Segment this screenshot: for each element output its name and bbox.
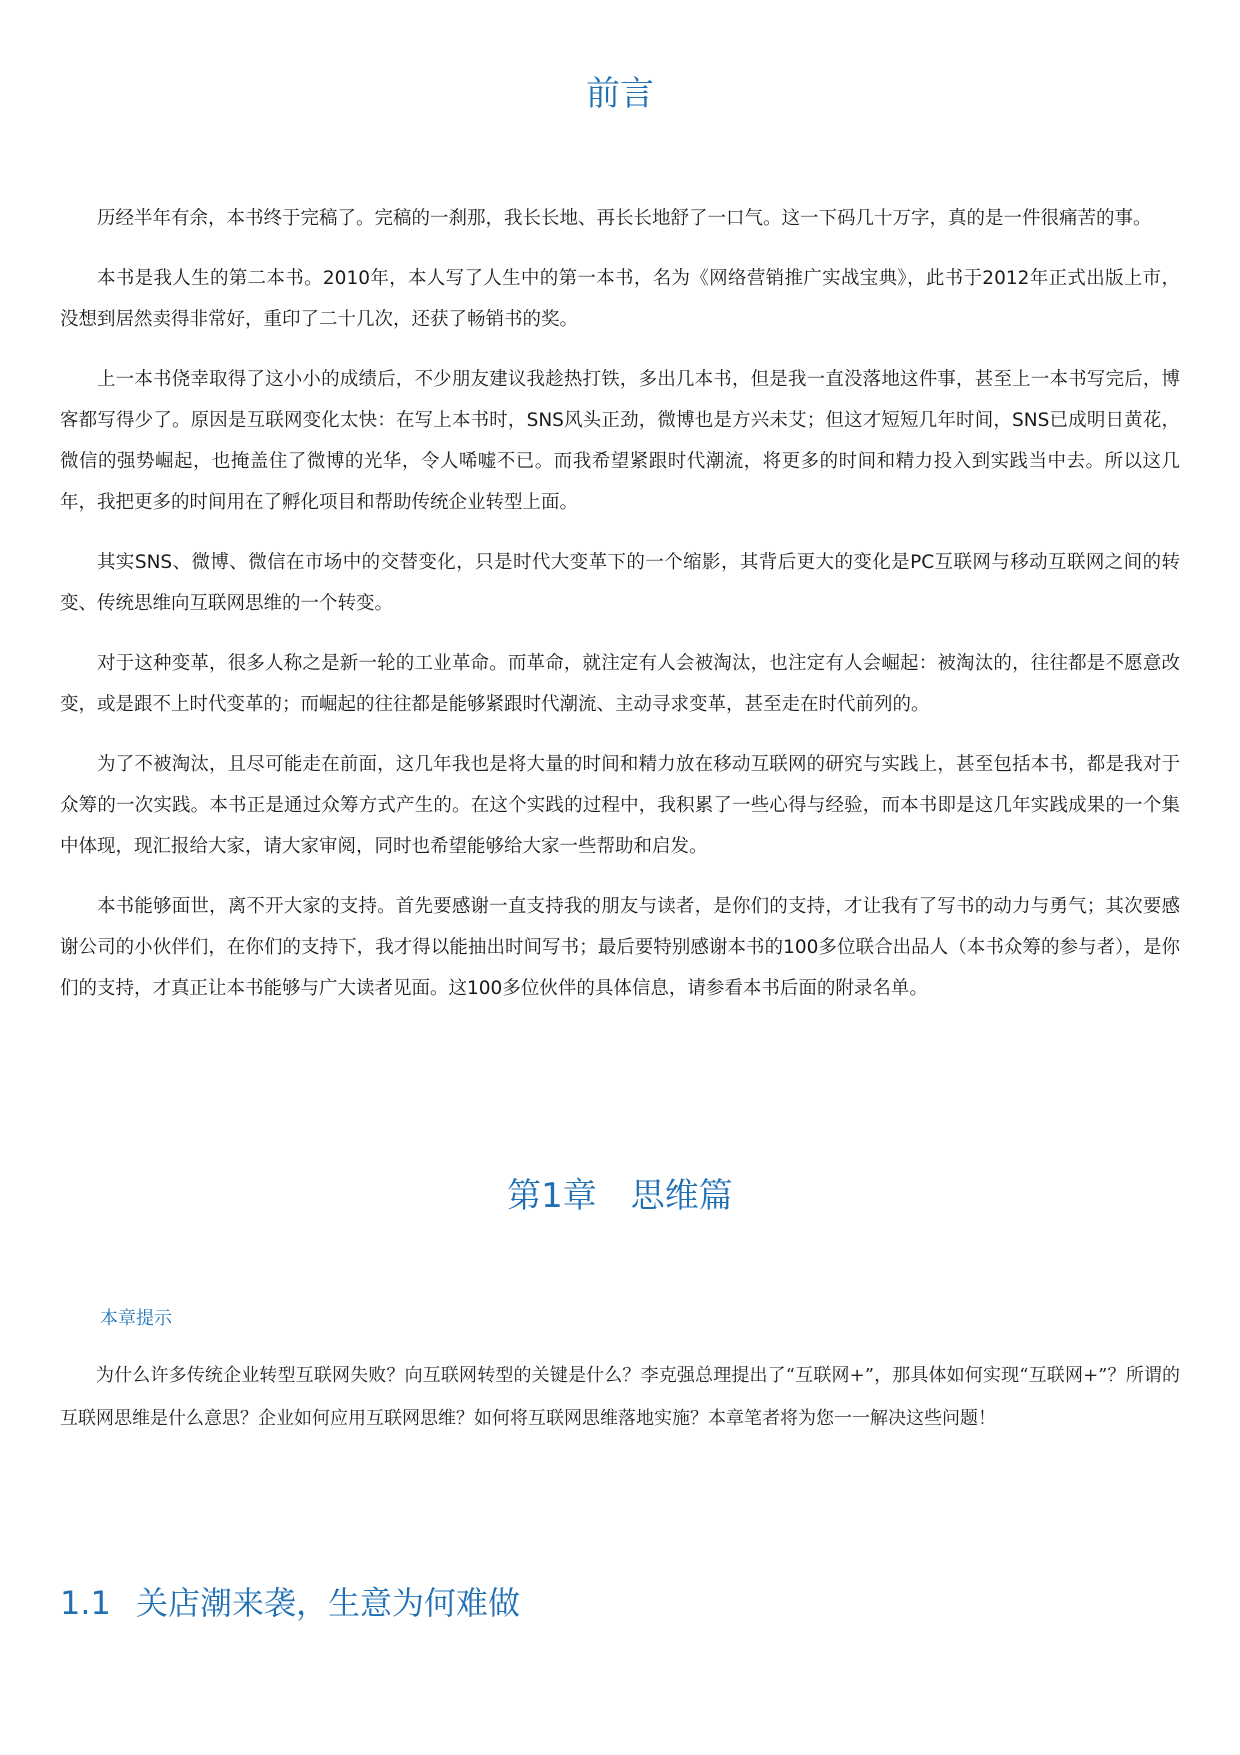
preface-paragraph: 为了不被淘汰，且尽可能走在前面，这几年我也是将大量的时间和精力放在移动互联网的研究与实践上，甚至包括本书，都是我对于众筹的一次实践。本书正是通过众筹方式产生的。在这个实践的过程中，我积累了一些心得与经验，而本书即是这几年实践成果的一个集中体现，现汇报给大家，请大家审阅，同时也希望能够给大家一些帮助和启发。 (60, 754, 1180, 857)
preface-paragraph: 本书是我人生的第二本书。2010年，本人写了人生中的第一本书，名为《网络营销推广实战宝典》，此书于2012年正式出版上市，没想到居然卖得非常好，重印了二十几次，还获了畅销书的奖。 (60, 268, 1180, 330)
preface-paragraph: 对于这种变革，很多人称之是新一轮的工业革命。而革命，就注定有人会被淘汰，也注定有人会崛起：被淘汰的，往往都是不愿意改变，或是跟不上时代变革的；而崛起的往往都是能够紧跟时代潮流、主动寻求变革，甚至走在时代前列的。 (60, 653, 1180, 715)
section-title: 关店潮来袭，生意为何难做 (136, 1584, 521, 1622)
section-heading (60, 1580, 520, 1626)
preface-title: 前言 (586, 74, 654, 114)
preface-paragraph: 其实SNS、微博、微信在市场中的交替变化，只是时代大变革下的一个缩影，其背后更大的变化是PC互联网与移动互联网之间的转变、传统思维向互联网思维的一个转变。 (60, 552, 1180, 614)
chapter-tip-text: 为什么许多传统企业转型互联网失败？向互联网转型的关键是什么？李克强总理提出了“互联网+”，那具体如何实现“互联网+”？所谓的互联网思维是什么意思？企业如何应用互联网思维？如何将互联网思维落地实施？本章笔者将为您一一解决这些问题！ (60, 1365, 1180, 1429)
preface-body (60, 198, 1180, 1028)
preface-paragraph: 本书能够面世，离不开大家的支持。首先要感谢一直支持我的朋友与读者，是你们的支持，才让我有了写书的动力与勇气；其次要感谢公司的小伙伴们，在你们的支持下，我才得以能抽出时间写书；最后要特别感谢本书的100多位联合出品人（本书众筹的参与者），是你们的支持，才真正让本书能够与广大读者见面。这100多位伙伴的具体信息，请参看本书后面的附录名单。 (60, 896, 1180, 999)
chapter-title: 第1章 思维篇 (507, 1176, 733, 1216)
chapter-tip-label: 本章提示 (100, 1308, 172, 1329)
section-number: 1.1 (60, 1584, 111, 1622)
preface-paragraph: 上一本书侥幸取得了这小小的成绩后，不少朋友建议我趁热打铁，多出几本书，但是我一直没落地这件事，甚至上一本书写完后，博客都写得少了。原因是互联网变化太快：在写上本书时，SNS风头正劲，微博也是方兴未艾；但这才短短几年时间，SNS已成明日黄花，微信的强势崛起，也掩盖住了微博的光华，令人唏嘘不已。而我希望紧跟时代潮流，将更多的时间和精力投入到实践当中去。所以这几年，我把更多的时间用在了孵化项目和帮助传统企业转型上面。 (60, 369, 1180, 513)
preface-paragraph: 历经半年有余，本书终于完稿了。完稿的一刹那，我长长地、再长长地舒了一口气。这一下码几十万字，真的是一件很痛苦的事。 (97, 208, 1152, 229)
